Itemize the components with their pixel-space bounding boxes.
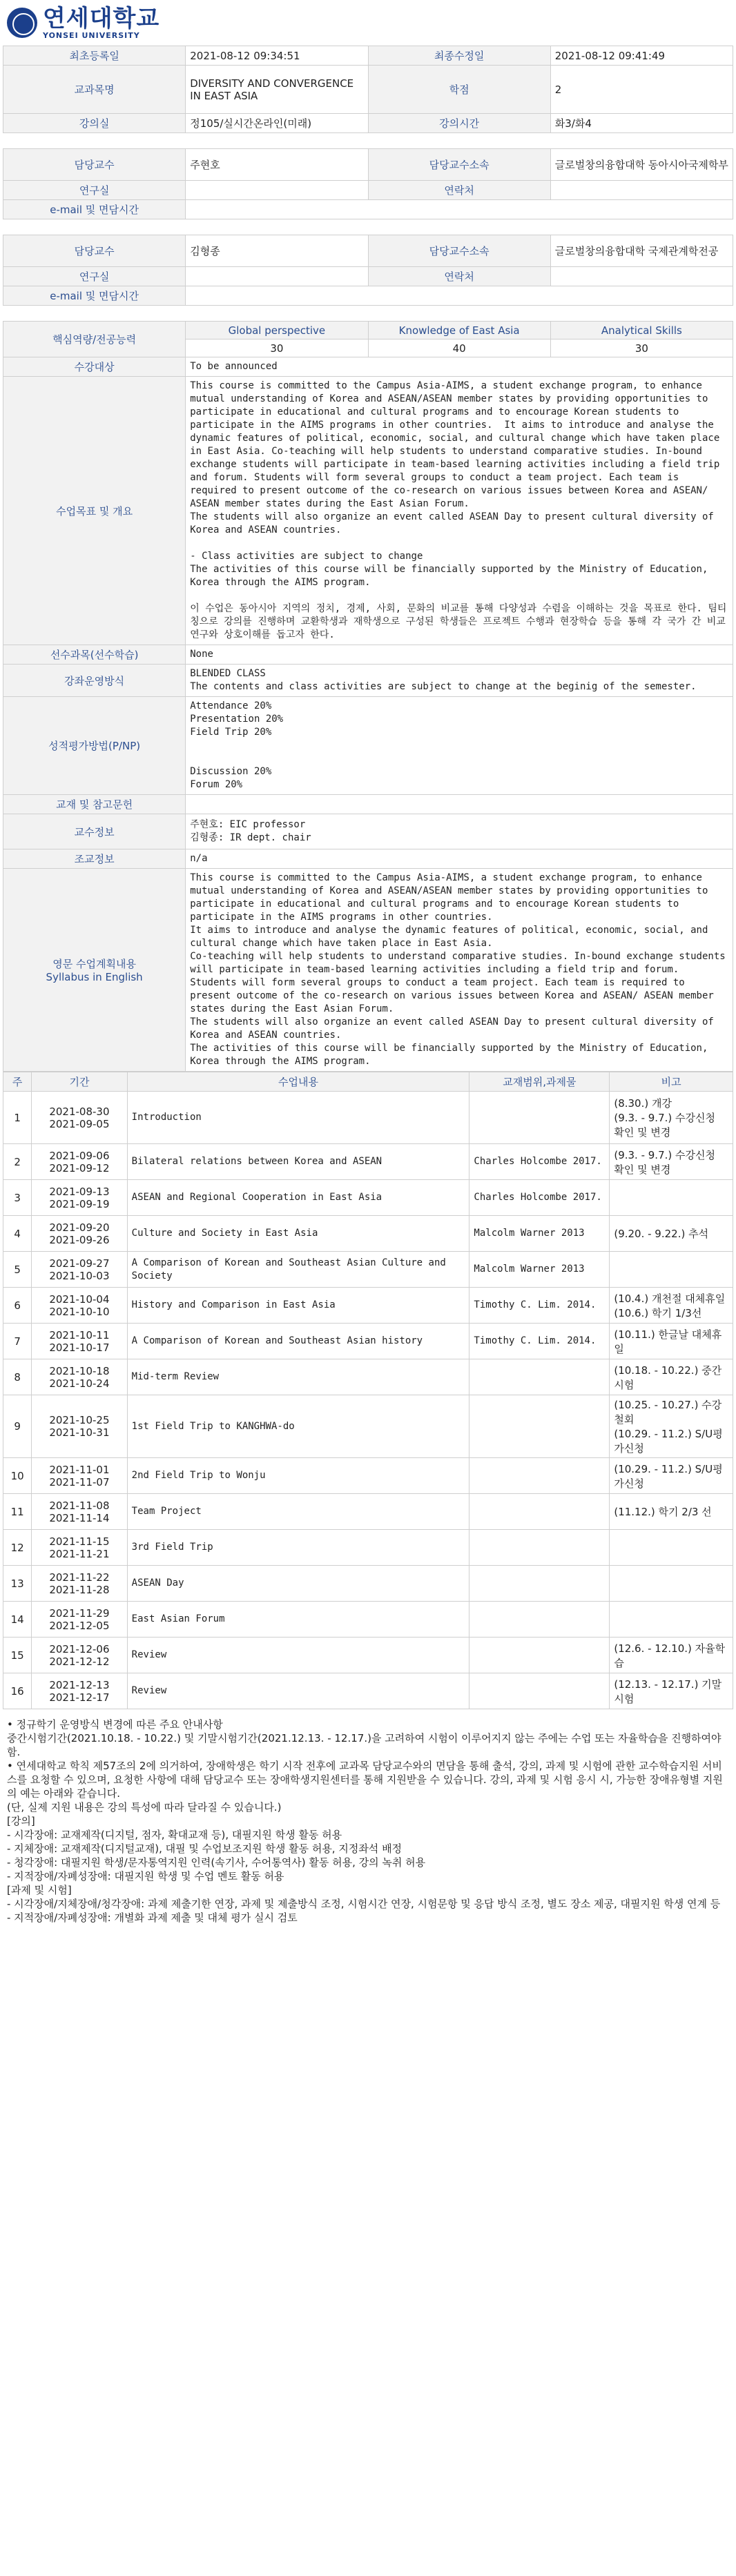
table-row [3,1144,733,1180]
week-period: 2021-11-15 2021-11-21 [32,1530,127,1566]
week-no: 3 [3,1180,32,1216]
goal-label: 수업목표 및 개요 [3,377,186,645]
week-note [610,1602,733,1638]
prereq-label: 선수과목(선수학습) [3,645,186,665]
week-no: 8 [3,1359,32,1395]
ta-value: n/a [186,849,733,869]
ta-label: 조교정보 [3,849,186,869]
competency-value: 30 [550,340,733,357]
week-note: (9.3. - 9.7.) 수강신청 확인 및 변경 [610,1144,733,1180]
week-note [610,1180,733,1216]
table-row [3,1638,733,1673]
week-note: (10.4.) 개천절 대체휴일 (10.6.) 학기 1/3선 [610,1288,733,1324]
week-material [469,1395,610,1458]
week-no: 10 [3,1458,32,1494]
period-header: 기간 [32,1072,127,1092]
syllabus-en-label: 영문 수업계획내용 Syllabus in English [3,869,186,1072]
notice-line: - 청각장애: 대필지원 학생/문자통역지원 인력(속기사, 수어통역사) 활동 허용, 강의 녹취 허용 [7,1856,426,1869]
target-label: 수강대상 [3,357,186,377]
week-period: 2021-08-30 2021-09-05 [32,1092,127,1144]
office-label: 연구실 [3,181,186,200]
books-value [186,795,733,814]
week-content: 2nd Field Trip to Wonju [127,1458,469,1494]
email-label: e-mail 및 면담시간 [3,286,186,306]
week-content: East Asian Forum [127,1602,469,1638]
week-content: Culture and Society in East Asia [127,1216,469,1252]
week-material [469,1458,610,1494]
notice-line: - 지적장애/자폐성장애: 개별화 과제 제출 및 대체 평가 실시 검토 [7,1911,298,1924]
professor-label: 담당교수 [3,235,186,267]
week-note [610,1252,733,1288]
prereq-value: None [186,645,733,665]
email-label: e-mail 및 면담시간 [3,200,186,219]
books-label: 교재 및 참고문헌 [3,795,186,814]
contact-label: 연락처 [368,267,550,286]
week-period: 2021-11-22 2021-11-28 [32,1566,127,1602]
week-period: 2021-09-27 2021-10-03 [32,1252,127,1288]
week-material [469,1602,610,1638]
week-no: 16 [3,1673,32,1709]
notice-line: • 정규학기 운영방식 변경에 따른 주요 안내사항 [7,1718,223,1731]
week-no: 7 [3,1324,32,1359]
week-content: History and Comparison in East Asia [127,1288,469,1324]
week-note: (12.6. - 12.10.) 자율학습 [610,1638,733,1673]
week-content: Team Project [127,1494,469,1530]
week-header: 주 [3,1072,32,1092]
competency-label: 핵심역량/전공능력 [3,322,186,357]
contact-value [550,267,733,286]
first-reg-value: 2021-08-12 09:34:51 [186,46,368,66]
grading-value: Attendance 20% Presentation 20% Field Trip 20% Discussion 20% Forum 20% [186,697,733,795]
syllabus-en-value: This course is committed to the Campus Asia-AIMS, a student exchange program, to enhance mutual understanding of Korea and ASEAN/ASEAN member states by providing opportunities to participate in educational and cultural programs and to encourage Korean students to participate in the AIMS programs in other countries. It aims to introduce and analyse the dynamic features of political, economic, social, and cultural change which have taken place in East Asia. Co-teaching will help students to understand comparative studies. In-bound exchange students will participate in team-based learning activities including a field trip and forum. Students will form several groups to conduct a team project. Each team is required to present outcome of the co-research on various issues between Korea and ASEAN/ ASEAN member states during the East Asian Forum. The students will also organize an event called ASEAN Day to present cultural diversity of Korea and ASEAN countries. The activities of this course will be financially supported by the Ministry of Education, Korea through the AIMS program. [186,869,733,1072]
time-label: 강의시간 [368,114,550,133]
week-period: 2021-12-06 2021-12-12 [32,1638,127,1673]
office-value [186,181,368,200]
week-period: 2021-10-18 2021-10-24 [32,1359,127,1395]
course-detail-table [3,321,733,1072]
credit-label: 학점 [368,66,550,114]
notice-section [3,1709,733,1925]
week-content: 3rd Field Trip [127,1530,469,1566]
week-note: (10.29. - 11.2.) S/U평가신청 [610,1458,733,1494]
week-content: 1st Field Trip to KANGHWA-do [127,1395,469,1458]
weekly-schedule-body [3,1092,733,1709]
last-mod-value: 2021-08-12 09:41:49 [550,46,733,66]
table-row [3,1530,733,1566]
week-content: A Comparison of Korean and Southeast Asian Culture and Society [127,1252,469,1288]
professor-dept-label: 담당교수소속 [368,235,550,267]
notice-line: - 지적장애/자폐성장애: 대필지원 학생 및 수업 멘토 활동 허용 [7,1870,284,1882]
email-value [186,286,733,306]
table-row [3,1288,733,1324]
week-material: Timothy C. Lim. 2014. [469,1288,610,1324]
table-row [3,1602,733,1638]
brand-english: YONSEI UNIVERSITY [43,30,140,40]
week-no: 4 [3,1216,32,1252]
week-no: 13 [3,1566,32,1602]
table-row [3,1566,733,1602]
week-note: (12.13. - 12.17.) 기말시험 [610,1673,733,1709]
week-note [610,1566,733,1602]
notice-line: [강의] [7,1815,35,1827]
week-material [469,1530,610,1566]
note-header: 비고 [610,1072,733,1092]
week-no: 14 [3,1602,32,1638]
professor-name: 주현호 [186,149,368,181]
last-mod-label: 최종수정일 [368,46,550,66]
professor-label: 담당교수 [3,149,186,181]
professor-dept: 글로벌창의융합대학 국제관계학전공 [550,235,733,267]
table-row [3,1324,733,1359]
notice-line: 중간시험기간(2021.10.18. - 10.22.) 및 기말시험기간(2021.12.13. - 12.17.)을 고려하여 시험이 이루어지지 않는 주에는 수업 또는 자율학습을 진행하여야 함. [7,1732,722,1758]
content-header: 수업내용 [127,1072,469,1092]
week-note: (10.18. - 10.22.) 중간시험 [610,1359,733,1395]
week-note: (11.12.) 학기 2/3 선 [610,1494,733,1530]
first-reg-label: 최초등록일 [3,46,186,66]
week-material [469,1494,610,1530]
week-period: 2021-09-20 2021-09-26 [32,1216,127,1252]
week-material [469,1566,610,1602]
table-row [3,1180,733,1216]
notice-line: - 지체장애: 교재제작(디지털교재), 대필 및 수업보조지원 학생 활동 허용, 지정좌석 배정 [7,1842,403,1855]
week-content: Review [127,1638,469,1673]
method-label: 강좌운영방식 [3,665,186,697]
professor-dept-label: 담당교수소속 [368,149,550,181]
course-name-value: DIVERSITY AND CONVERGENCE IN EAST ASIA [186,66,368,114]
contact-label: 연락처 [368,181,550,200]
material-header: 교재범위,과제물 [469,1072,610,1092]
method-value: BLENDED CLASS The contents and class activities are subject to change at the beginig of the semester. [186,665,733,697]
week-content: A Comparison of Korean and Southeast Asian history [127,1324,469,1359]
competency-header: Global perspective [186,322,368,340]
week-material: Timothy C. Lim. 2014. [469,1324,610,1359]
table-row [3,1252,733,1288]
table-row [3,1359,733,1395]
week-no: 9 [3,1395,32,1458]
week-material [469,1638,610,1673]
week-no: 12 [3,1530,32,1566]
professor-table-2 [3,235,733,306]
week-period: 2021-11-29 2021-12-05 [32,1602,127,1638]
notice-line: - 시각장애/지체장애/청각장애: 과제 제출기한 연장, 과제 및 제출방식 조정, 시험시간 연장, 시험문항 및 응답 방식 조정, 별도 장소 제공, 대필지원 학생 연계 등 [7,1898,721,1910]
table-row [3,1092,733,1144]
office-label: 연구실 [3,267,186,286]
week-no: 2 [3,1144,32,1180]
week-material [469,1673,610,1709]
room-label: 강의실 [3,114,186,133]
competency-value: 30 [186,340,368,357]
table-row [3,1216,733,1252]
week-material: Charles Holcombe 2017. [469,1144,610,1180]
week-period: 2021-10-04 2021-10-10 [32,1288,127,1324]
week-no: 6 [3,1288,32,1324]
notice-line: • 연세대학교 학칙 제57조의 2에 의거하여, 장애학생은 학기 시작 전후에 교과목 담당교수와의 면담을 통해 출석, 강의, 과제 및 시험에 관한 교수학습지원 서비스를 요청할 수 있으며, 요청한 사항에 대해 담당교수 또는 장애학생지원센터를 통해 지원받을 수 있습니다. 강의, 과제 및 시험 응시 시, 가능한 장애유형별 지원의 예는 아래와 같습니다. [7,1760,723,1800]
email-value [186,200,733,219]
competency-value: 40 [368,340,550,357]
course-meta-table [3,46,733,133]
prof-info-label: 교수정보 [3,814,186,849]
notice-line: [과제 및 시험] [7,1884,72,1896]
week-content: Review [127,1673,469,1709]
week-period: 2021-10-11 2021-10-17 [32,1324,127,1359]
professor-table-1 [3,148,733,219]
week-content: Mid-term Review [127,1359,469,1395]
week-material: Malcolm Warner 2013 [469,1216,610,1252]
week-material: Malcolm Warner 2013 [469,1252,610,1288]
week-content: Introduction [127,1092,469,1144]
table-row [3,1494,733,1530]
professor-name: 김형종 [186,235,368,267]
prof-info-value: 주현호: EIC professor 김형종: IR dept. chair [186,814,733,849]
week-period: 2021-12-13 2021-12-17 [32,1673,127,1709]
table-row [3,1458,733,1494]
week-period: 2021-09-13 2021-09-19 [32,1180,127,1216]
week-no: 15 [3,1638,32,1673]
office-value [186,267,368,286]
weekly-schedule-table [3,1072,733,1709]
brand-korean: 연세대학교 [43,4,160,32]
table-row [3,1673,733,1709]
table-row [3,1395,733,1458]
week-period: 2021-10-25 2021-10-31 [32,1395,127,1458]
week-no: 11 [3,1494,32,1530]
target-value: To be announced [186,357,733,377]
competency-header: Analytical Skills [550,322,733,340]
week-note: (10.11.) 한글날 대체휴일 [610,1324,733,1359]
competency-header: Knowledge of East Asia [368,322,550,340]
week-content: ASEAN Day [127,1566,469,1602]
course-name-label: 교과목명 [3,66,186,114]
week-material [469,1092,610,1144]
notice-line: (단, 실제 지원 내용은 강의 특성에 따라 달라질 수 있습니다.) [7,1801,282,1813]
week-note: (9.20. - 9.22.) 추석 [610,1216,733,1252]
week-period: 2021-11-01 2021-11-07 [32,1458,127,1494]
contact-value [550,181,733,200]
week-period: 2021-11-08 2021-11-14 [32,1494,127,1530]
university-seal-icon [7,8,37,38]
week-note: (10.25. - 10.27.) 수강철회 (10.29. - 11.2.) S/U평가신청 [610,1395,733,1458]
credit-value: 2 [550,66,733,114]
week-no: 1 [3,1092,32,1144]
week-content: Bilateral relations between Korea and ASEAN [127,1144,469,1180]
time-value: 화3/화4 [550,114,733,133]
week-note: (8.30.) 개강 (9.3. - 9.7.) 수강신청 확인 및 변경 [610,1092,733,1144]
grading-label: 성적평가방법(P/NP) [3,697,186,795]
week-content: ASEAN and Regional Cooperation in East Asia [127,1180,469,1216]
room-value: 정105/실시간온라인(미래) [186,114,368,133]
notice-line: - 시각장애: 교재제작(디지털, 점자, 확대교재 등), 대필지원 학생 활동 허용 [7,1829,342,1841]
week-no: 5 [3,1252,32,1288]
header-logo [3,0,733,46]
week-material: Charles Holcombe 2017. [469,1180,610,1216]
week-material [469,1359,610,1395]
professor-dept: 글로벌창의융합대학 동아시아국제학부 [550,149,733,181]
week-note [610,1530,733,1566]
week-period: 2021-09-06 2021-09-12 [32,1144,127,1180]
goal-value: This course is committed to the Campus Asia-AIMS, a student exchange program, to enhance mutual understanding of Korea and ASEAN/ASEAN member states by providing opportunities to participate in educational and cultural programs and to encourage Korean students to participate in the AIMS programs in other countries. It aims to introduce and analyse the dynamic features of political, economic, social, and cultural change which have taken place in East Asia. Co-teaching will help students to understand comparative studies. In-bound exchange students will participate in team-based learning activities including a field trip and forum. Students will form several groups to conduct a team project. Each team is required to present outcome of the co-research on various issues between Korea and ASEAN/ ASEAN member states during the East Asian Forum. The students will also organize an event called ASEAN Day to present cultural diversity of Korea and ASEAN countries. - Class activities are subject to change The activities of this course will be financially supported by the Ministry of Education, Korea through the AIMS program. 이 수업은 동아시아 지역의 정치, 경제, 사회, 문화의 비교를 통해 다양성과 수렴을 이해하는 것을 목표로 한다. 팀티칭으로 강의를 진행하며 교환학생과 재학생으로 구성된 학생들은 프로젝트 수행과 현장학습 등을 통해 각 국가 간 비교연구와 상호이해를 돕고자 한다. [186,377,733,645]
